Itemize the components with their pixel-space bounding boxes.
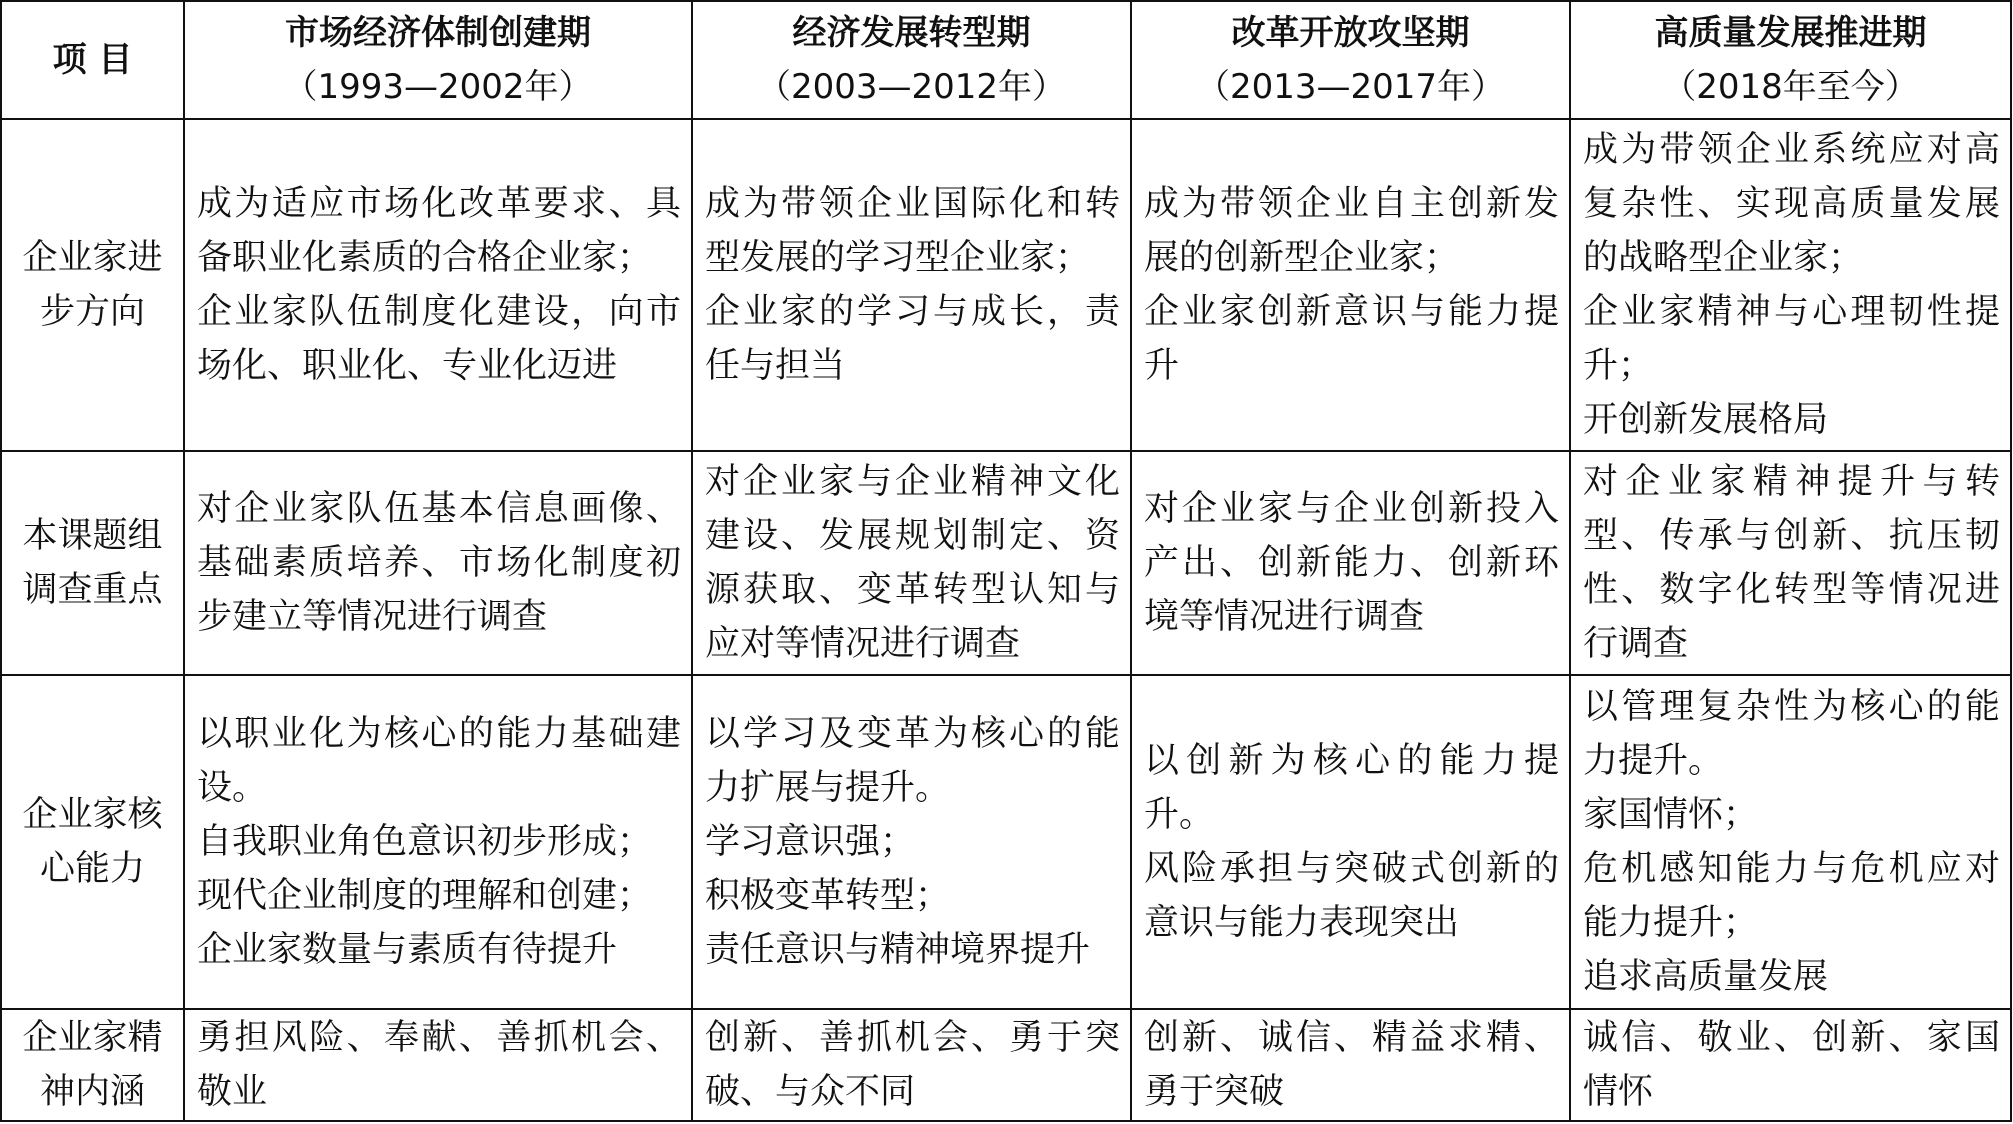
table-cell: [1131, 675, 1570, 1009]
cell-text: 自我职业角色意识初步形成；: [197, 822, 653, 862]
cell-text: 成为带领企业国际化和转型发展的学习型企业家；: [705, 184, 1120, 278]
table-cell: [184, 1009, 692, 1121]
table-cell: [184, 451, 692, 675]
row-label-line: 心能力: [39, 849, 145, 889]
table-cell: [1570, 675, 2011, 1009]
cell-text: 创新、善抓机会、勇于突破、与众不同: [705, 1018, 1120, 1112]
cell-text: 以学习及变革为核心的能力扩展与提升。: [705, 714, 1120, 808]
cell-text: 成为带领企业自主创新发展的创新型企业家；: [1144, 184, 1559, 278]
cell-text: 危机感知能力与危机应对能力提升；: [1583, 849, 2000, 943]
row-label-line: 企业家精: [22, 1018, 163, 1058]
column-title: 高质量发展推进期: [1654, 13, 1927, 53]
column-title: 经济发展转型期: [792, 13, 1031, 53]
table-cell: [692, 451, 1131, 675]
cell-text: 诚信、敬业、创新、家国情怀: [1583, 1018, 2000, 1112]
column-title: 改革开放攻坚期: [1231, 13, 1470, 53]
cell-text: 以职业化为核心的能力基础建设。: [197, 714, 681, 808]
table-cell: [692, 119, 1131, 451]
cell-text: 创新、诚信、精益求精、勇于突破: [1144, 1018, 1559, 1112]
row-label: [1, 451, 184, 675]
cell-text: 开创新发展格局: [1583, 400, 1829, 440]
table-cell: [184, 675, 692, 1009]
table-cell: [692, 1009, 1131, 1121]
row-label-line: 步方向: [39, 292, 145, 332]
table-cell: [1570, 1009, 2011, 1121]
row-label-line: 调查重点: [22, 570, 163, 610]
row-label: [1, 1009, 184, 1121]
cell-text: 对企业家队伍基本信息画像、基础素质培养、市场化制度初步建立等情况进行调查: [197, 489, 681, 637]
row-label-line: 企业家进: [22, 238, 163, 278]
cell-text: 以管理复杂性为核心的能力提升。: [1583, 687, 2000, 781]
corner-header: 项 目: [1, 1, 184, 119]
cell-text: 对企业家与企业精神文化建设、发展规划制定、资源获取、变革转型认知与应对等情况进行调查: [705, 462, 1120, 664]
cell-text: 成为带领企业系统应对高复杂性、实现高质量发展的战略型企业家；: [1583, 130, 2000, 278]
column-period: （2013—2017年）: [1195, 67, 1506, 107]
table-row: [1, 119, 2011, 451]
cell-text: 学习意识强；: [705, 822, 916, 862]
table-cell: [184, 119, 692, 451]
row-label-line: 神内涵: [39, 1072, 145, 1112]
header-row: [1, 1, 2011, 119]
table-cell: [1131, 119, 1570, 451]
cell-text: 积极变革转型；: [705, 876, 951, 916]
table-cell: [1131, 1009, 1570, 1121]
column-title: 市场经济体制创建期: [285, 13, 591, 53]
cell-text: 企业家创新意识与能力提升: [1144, 292, 1559, 386]
table-cell: [1131, 451, 1570, 675]
cell-text: 对企业家与企业创新投入产出、创新能力、创新环境等情况进行调查: [1144, 489, 1559, 637]
cell-text: 家国情怀；: [1583, 795, 1759, 835]
column-period: （2003—2012年）: [756, 67, 1067, 107]
cell-text: 勇担风险、奉献、善抓机会、敬业: [197, 1018, 681, 1112]
row-label-line: 本课题组: [22, 516, 163, 556]
cell-text: 追求高质量发展: [1583, 957, 1829, 997]
column-period: （1993—2002年）: [283, 67, 593, 107]
column-period: （2018年至今）: [1662, 67, 1919, 107]
cell-text: 企业家的学习与成长，责任与担当: [705, 292, 1120, 386]
cell-text: 风险承担与突破式创新的意识与能力表现突出: [1144, 849, 1559, 943]
table-cell: [1570, 451, 2011, 675]
row-label: [1, 675, 184, 1009]
cell-text: 企业家精神与心理韧性提升；: [1583, 292, 2000, 386]
column-header: [184, 1, 692, 119]
cell-text: 现代企业制度的理解和创建；: [197, 876, 653, 916]
cell-text: 企业家队伍制度化建设，向市场化、职业化、专业化迈进: [197, 292, 681, 386]
column-header: [1570, 1, 2011, 119]
cell-text: 企业家数量与素质有待提升: [197, 930, 618, 970]
column-header: [692, 1, 1131, 119]
cell-text: 对企业家精神提升与转型、传承与创新、抗压韧性、数字化转型等情况进行调查: [1583, 462, 2000, 664]
cell-text: 成为适应市场化改革要求、具备职业化素质的合格企业家；: [197, 184, 681, 278]
column-header: [1131, 1, 1570, 119]
table-row: [1, 675, 2011, 1009]
cell-text: 责任意识与精神境界提升: [705, 930, 1091, 970]
table-cell: [692, 675, 1131, 1009]
row-label-line: 企业家核: [22, 795, 163, 835]
table-row: [1, 1009, 2011, 1121]
cell-text: 以创新为核心的能力提升。: [1144, 741, 1559, 835]
table-row: [1, 451, 2011, 675]
row-label: [1, 119, 184, 451]
table-cell: [1570, 119, 2011, 451]
